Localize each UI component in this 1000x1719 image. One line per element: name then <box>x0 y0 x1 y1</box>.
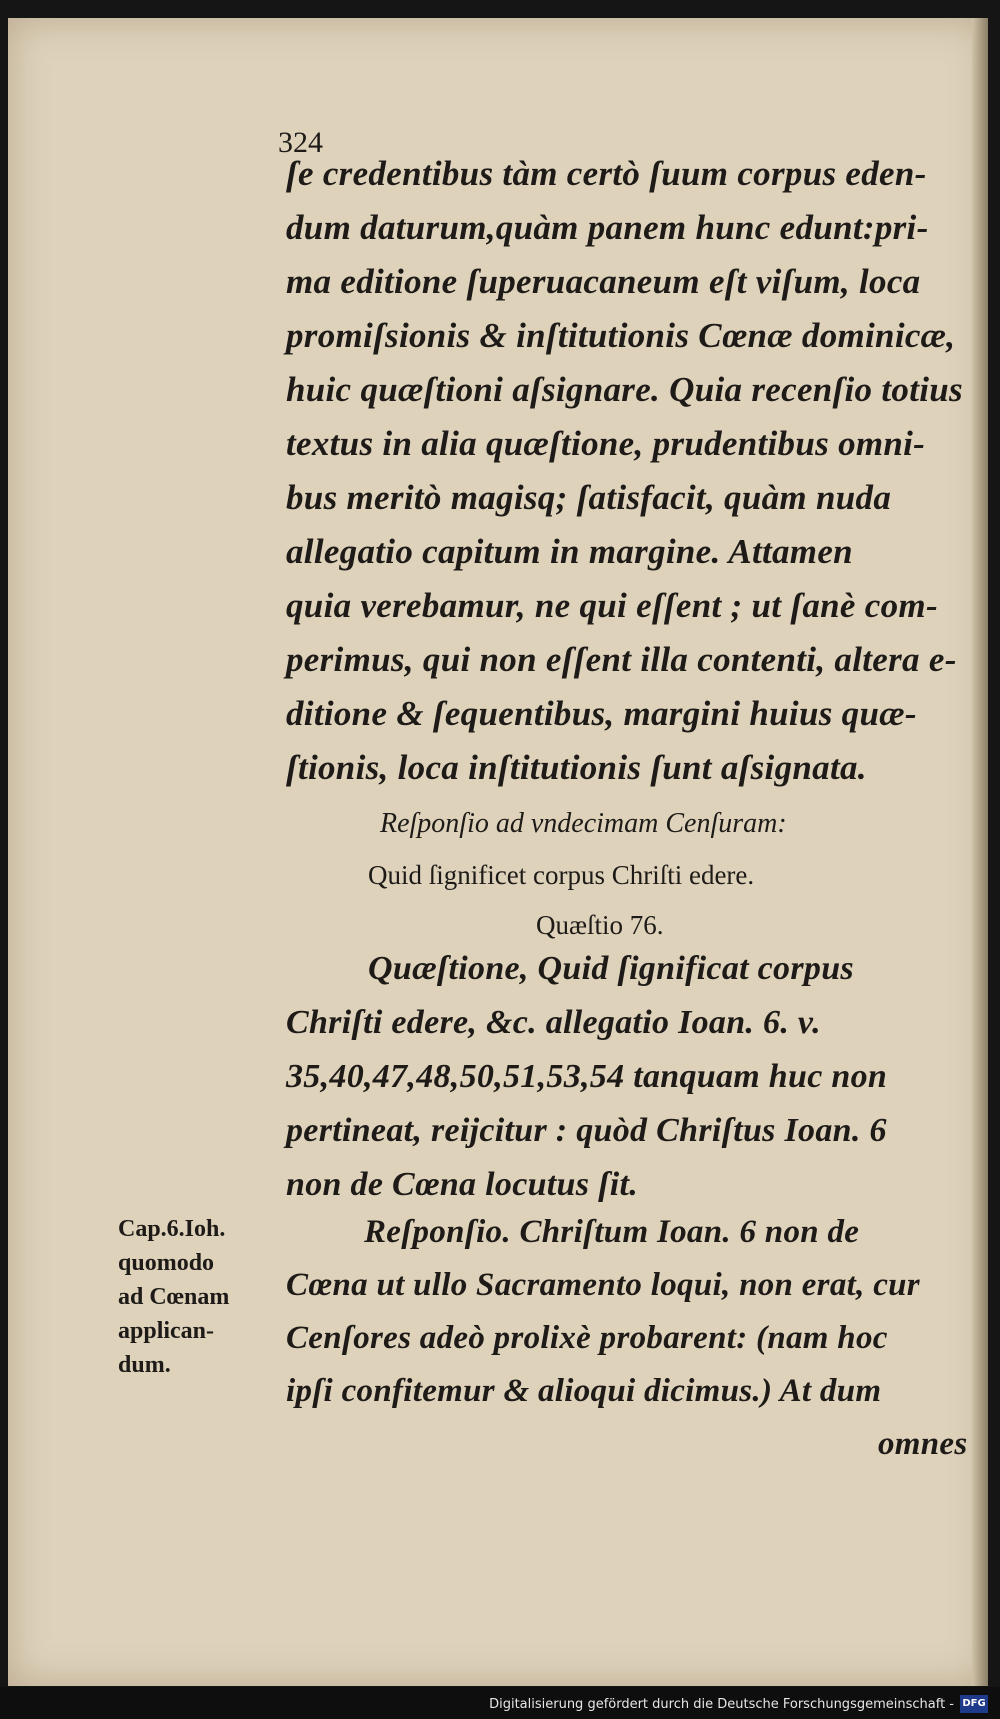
margin-note-line: quomodo <box>118 1250 215 1276</box>
responsio-line: Cœna ut ullo Sacramento loqui, non erat, cur <box>286 1267 920 1303</box>
responsio-line: Reſponſio. Chriſtum Ioan. 6 non de <box>364 1214 860 1250</box>
body-line: allegatio capitum in margine. Attamen <box>286 532 853 571</box>
body-line: promiſsionis & inſtitutionis Cœnæ dominicæ, <box>286 316 956 355</box>
responsio-line: omnes <box>878 1426 968 1462</box>
quaestio-line: pertineat, reijcitur : quòd Chriſtus Ioan. 6 <box>286 1112 887 1149</box>
margin-note-line: Cap.6.Ioh. <box>118 1216 226 1242</box>
quaestio-line: non de Cœna locutus ſit. <box>286 1166 638 1203</box>
responsio-line: Cenſores adeò prolixè probarent: (nam hoc <box>286 1320 888 1356</box>
quaestio-line: Chriſti edere, &c. allegatio Ioan. 6. v. <box>286 1004 821 1041</box>
body-line: ſtionis, loca inſtitutionis ſunt aſsignata. <box>286 748 867 787</box>
question-title: Quid ſignificet corpus Chriſti edere. <box>368 860 755 890</box>
margin-note-line: dum. <box>118 1352 171 1378</box>
section-heading: Reſponſio ad vndecimam Cenſuram: <box>380 808 787 839</box>
body-line: huic quæſtioni aſsignare. Quia recenſio totius <box>286 370 963 409</box>
body-line: perimus, qui non eſſent illa contenti, altera e- <box>286 640 957 679</box>
body-line: ſe credentibus tàm certò ſuum corpus eden- <box>286 154 927 193</box>
body-line: ditione & ſequentibus, margini huius quæ- <box>286 694 917 733</box>
quaestio-line: Quæſtione, Quid ſignificat corpus <box>368 950 854 987</box>
dfg-logo-icon: DFG <box>960 1695 988 1713</box>
body-line: bus meritò magisq; ſatisfacit, quàm nuda <box>286 478 892 517</box>
body-line: dum daturum,quàm panem hunc edunt:pri- <box>286 208 929 247</box>
quaestio-line: 35,40,47,48,50,51,53,54 tanquam huc non <box>286 1058 888 1095</box>
page-number: 324 <box>278 126 323 159</box>
book-page <box>8 18 988 1686</box>
margin-note-line: applican- <box>118 1318 215 1344</box>
body-line: ma editione ſuperuacaneum eſt viſum, loca <box>286 262 921 301</box>
responsio-line: ipſi confitemur & alioqui dicimus.) At dum <box>286 1373 882 1409</box>
margin-note-line: ad Cœnam <box>118 1284 230 1310</box>
body-line: quia verebamur, ne qui eſſent ; ut ſanè com- <box>286 586 938 625</box>
question-number: Quæſtio 76. <box>536 910 664 940</box>
page-edge <box>972 18 988 1686</box>
footer-bar <box>0 1687 1000 1719</box>
footer-credit: Digitalisierung gefördert durch die Deutsche Forschungsgemeinschaft - <box>489 1697 954 1712</box>
body-line: textus in alia quæſtione, prudentibus omni- <box>286 424 926 463</box>
